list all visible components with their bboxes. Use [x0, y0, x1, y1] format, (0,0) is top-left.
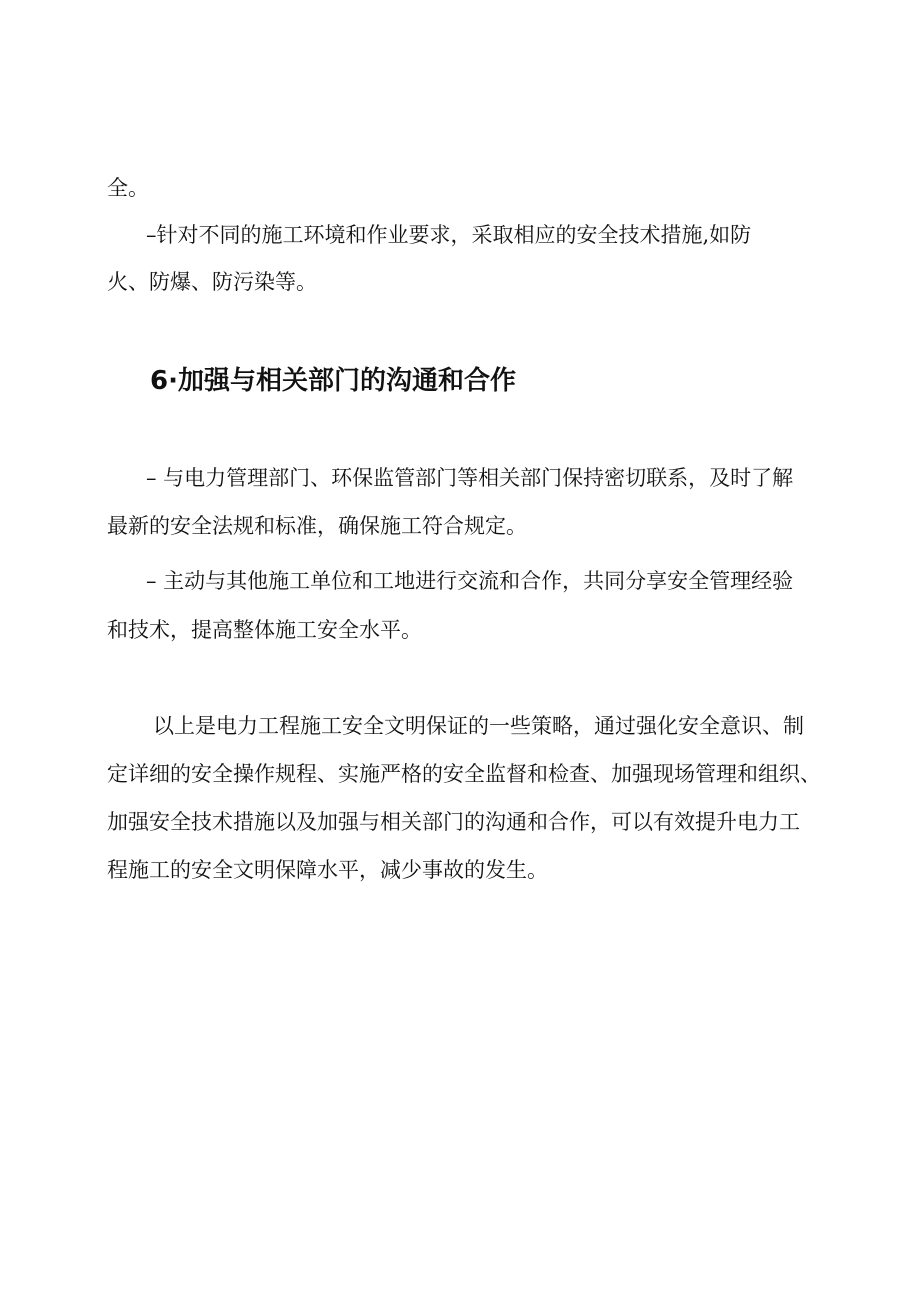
carryover-text: 全。 — [107, 176, 149, 200]
conclusion-line-3: 加强安全技术措施以及加强与相关部门的沟通和合作，可以有效提升电力工 — [107, 810, 800, 834]
bullet-departments-line-1: – 与电力管理部门、环保监管部门等相关部门保持密切联系，及时了解 — [146, 466, 794, 490]
conclusion-line-1: 以上是电力工程施工安全文明保证的一些策略，通过强化安全意识、制 — [153, 714, 804, 738]
section-heading: 6·加强与相关部门的沟通和合作 — [150, 366, 516, 396]
conclusion-line-4: 程施工的安全文明保障水平，减少事故的发生。 — [107, 858, 548, 882]
bullet-cooperation-line-1: – 主动与其他施工单位和工地进行交流和合作，共同分享安全管理经验 — [146, 569, 794, 593]
bullet-safety-measures-line-2: 火、防爆、防污染等。 — [107, 270, 317, 294]
conclusion-line-2: 定详细的安全操作规程、实施严格的安全监督和检查、加强现场管理和组织、 — [107, 762, 821, 786]
bullet-departments-line-2: 最新的安全法规和标准，确保施工符合规定。 — [107, 514, 527, 538]
bullet-safety-measures-line-1: –针对不同的施工环境和作业要求，采取相应的安全技术措施,如防 — [146, 223, 752, 247]
bullet-cooperation-line-2: 和技术，提高整体施工安全水平。 — [107, 618, 422, 642]
